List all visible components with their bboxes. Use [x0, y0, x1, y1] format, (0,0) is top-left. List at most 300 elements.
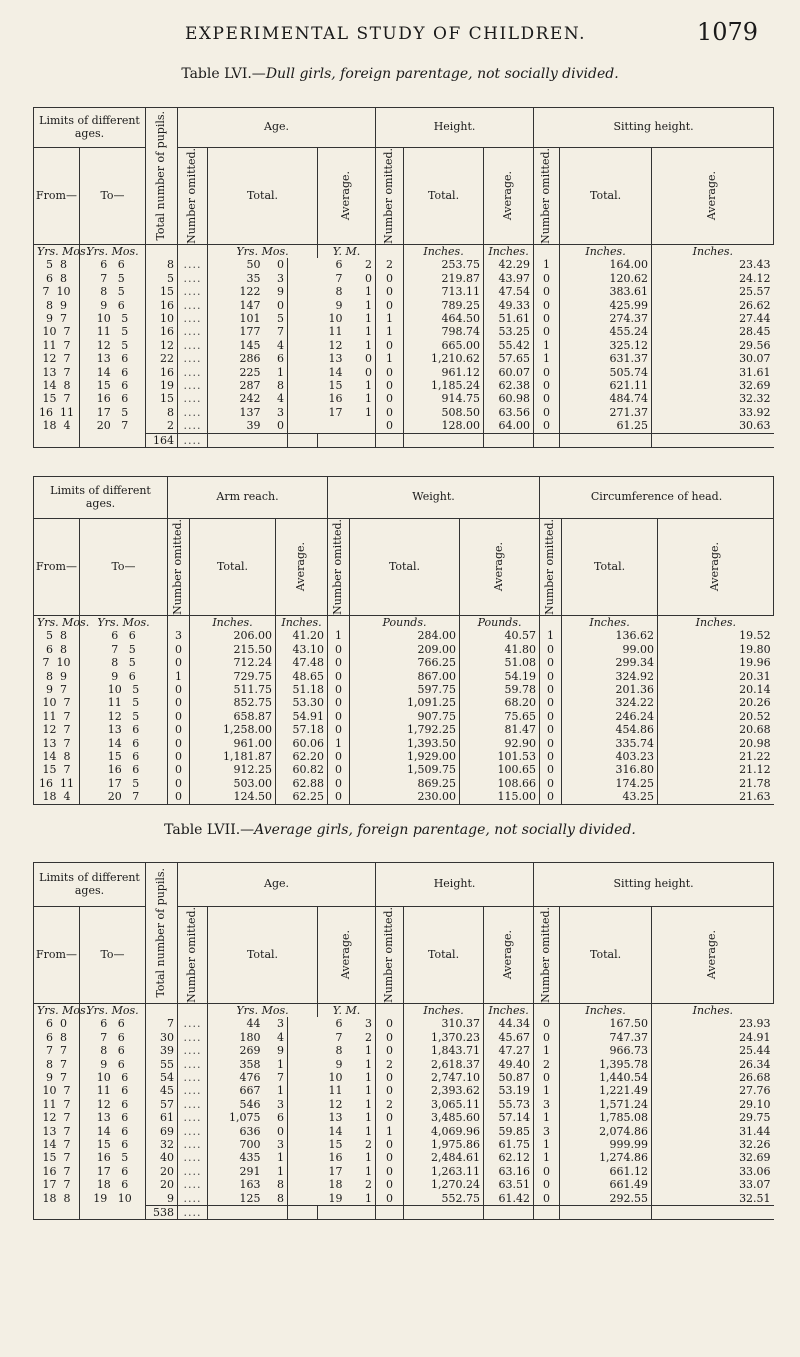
table-cell: 1,370.23: [404, 1031, 484, 1044]
from-months: 11: [60, 776, 74, 790]
table-cell: [534, 433, 560, 447]
table-cell: 0: [168, 656, 190, 669]
table-cell: [404, 433, 484, 447]
leader-dots: ....: [178, 1071, 208, 1084]
from-years: 8: [46, 298, 53, 312]
table-cell: [80, 683, 168, 696]
to-months: 6: [121, 1111, 129, 1125]
to-years: 13: [107, 723, 122, 737]
table-cell: [346, 419, 376, 433]
table-cell: 44.34: [484, 1017, 534, 1030]
table-row: [34, 1098, 774, 1111]
to-months: 6: [121, 1070, 129, 1084]
to-months: 6: [128, 669, 136, 683]
table-cell: 45: [146, 1084, 178, 1097]
table-cell: 1: [534, 1084, 560, 1097]
table-cell: 0: [168, 723, 190, 736]
from-years: 16: [39, 776, 53, 790]
table-cell: 20: [146, 1165, 178, 1178]
from-years: 9: [46, 1070, 53, 1084]
height-omitted-header: Number omitted.: [376, 148, 404, 245]
table-row: [34, 750, 774, 763]
table-cell: 0: [534, 285, 560, 298]
table-cell: 101.53: [460, 750, 540, 763]
table-cell: [288, 392, 318, 405]
table-cell: 8: [335, 285, 343, 299]
table-cell: 0: [328, 710, 350, 723]
table-cell: 57.14: [484, 1111, 534, 1124]
to-years: 11: [107, 696, 122, 710]
table-cell: 26.68: [652, 1071, 774, 1084]
table-cell: 18: [328, 1178, 343, 1192]
table-cell: 10: [146, 312, 178, 325]
table-56-part-a-block: [33, 107, 774, 448]
table-cell: [80, 1044, 146, 1057]
table-cell: [34, 299, 80, 312]
age-average-header-57: Average.: [318, 907, 376, 1004]
table-cell: [34, 629, 80, 642]
table-cell: [288, 1192, 318, 1206]
table-cell: 0: [534, 1178, 560, 1191]
table-row: [34, 723, 774, 736]
table-cell: [264, 433, 288, 447]
table-cell: 7: [146, 1017, 178, 1030]
table-cell: 1: [376, 352, 404, 365]
table-cell: 2: [376, 1098, 404, 1111]
table-56-part-b: [33, 476, 774, 805]
table-cell: 3: [277, 1017, 284, 1031]
table-row: [34, 339, 774, 352]
table-cell: 867.00: [350, 670, 460, 683]
table-cell: 2,393.62: [404, 1084, 484, 1097]
table-cell: 26.34: [652, 1058, 774, 1071]
table-cell: [376, 1206, 404, 1220]
table-cell: 0: [277, 298, 284, 312]
table-cell: 32.69: [652, 1151, 774, 1164]
table-cell: [34, 1192, 80, 1206]
table-cell: [318, 419, 346, 433]
table-cell: [34, 272, 80, 285]
from-years: 5: [46, 629, 53, 643]
from-months: 7: [63, 338, 71, 352]
table-cell: 0: [540, 656, 562, 669]
table-cell: 16: [328, 1151, 343, 1165]
to-years: 9: [100, 1057, 108, 1071]
table-cell: 17: [328, 405, 343, 419]
table-cell: [318, 1206, 346, 1220]
table-cell: 0: [168, 790, 190, 804]
table-cell: 712.24: [190, 656, 276, 669]
table-cell: 0: [534, 1192, 560, 1206]
table-cell: [80, 1071, 146, 1084]
table-cell: 24.12: [652, 272, 774, 285]
table-cell: 100.65: [460, 763, 540, 776]
sitting-height-header: Sitting height.: [534, 108, 774, 148]
table-cell: 2: [365, 258, 373, 272]
table-cell: 4: [277, 1030, 284, 1044]
table-cell: [208, 433, 264, 447]
table-cell: 508.50: [404, 406, 484, 419]
to-months: 5: [132, 696, 140, 710]
table-cell: 39: [208, 419, 264, 433]
table-cell: 33.07: [652, 1178, 774, 1191]
table-cell: [264, 1206, 288, 1220]
from-years: 17: [42, 1178, 57, 1192]
table-cell: 435: [208, 1151, 264, 1164]
table-cell: 0: [168, 763, 190, 776]
table-cell: 269: [208, 1044, 264, 1057]
from-years: 14: [42, 749, 57, 763]
table-cell: [80, 406, 146, 419]
table-cell: 912.25: [190, 763, 276, 776]
to-years: 10: [96, 1070, 111, 1084]
from-years: 9: [46, 311, 53, 325]
table-cell: 1: [376, 312, 404, 325]
table-cell: 1: [365, 1044, 373, 1058]
leader-dots: ....: [178, 1178, 208, 1191]
table-cell: 1: [365, 1097, 373, 1111]
table-cell: 35: [208, 272, 264, 285]
to-years: 7: [100, 1030, 108, 1044]
to-months: 6: [128, 629, 136, 643]
table-cell: 32.32: [652, 392, 774, 405]
table-cell: 19.80: [658, 643, 774, 656]
table-cell: 69: [146, 1125, 178, 1138]
table-cell: 1: [365, 325, 373, 339]
table-cell: 454.86: [562, 723, 658, 736]
table-cell: 4: [277, 392, 284, 406]
table-cell: 48.65: [276, 670, 328, 683]
table-cell: 177: [208, 325, 264, 338]
table-cell: [34, 777, 80, 790]
age-omitted-header-57: Number omitted.: [178, 907, 208, 1004]
table-cell: [80, 1125, 146, 1138]
table-cell: 12: [328, 338, 343, 352]
table-cell: [484, 1206, 534, 1220]
table-cell: 1,263.11: [404, 1165, 484, 1178]
caption-title: Average girls, foreign parentage, not socially divided.: [254, 822, 636, 838]
from-years: 12: [42, 352, 57, 366]
from-months: 7: [63, 1137, 71, 1151]
table-cell: [80, 670, 168, 683]
table-cell: 0: [376, 1031, 404, 1044]
table-cell: 0: [376, 339, 404, 352]
table-cell: 55.73: [484, 1098, 534, 1111]
table-cell: [652, 433, 774, 447]
table-cell: [34, 352, 80, 365]
table-cell: 1: [376, 1125, 404, 1138]
from-years: 9: [46, 682, 53, 696]
table-cell: [34, 710, 80, 723]
table-cell: 20.52: [658, 710, 774, 723]
table-cell: 1,185.24: [404, 379, 484, 392]
table-cell: 10: [328, 1070, 343, 1084]
circ-omitted-header: Number omitted.: [540, 519, 562, 616]
table-cell: 24.91: [652, 1031, 774, 1044]
to-years: 10: [107, 682, 122, 696]
table-row: [34, 629, 774, 642]
table-cell: 0: [168, 777, 190, 790]
from-years: 6: [46, 271, 53, 285]
table-cell: 1: [365, 1151, 373, 1165]
table-cell: 0: [540, 737, 562, 750]
table-cell: 2,074.86: [560, 1125, 652, 1138]
table-cell: 505.74: [560, 366, 652, 379]
from-years: 15: [42, 1151, 57, 1165]
table-cell: 13: [328, 352, 343, 366]
table-cell: 0: [534, 1071, 560, 1084]
table-cell: 546: [208, 1098, 264, 1111]
table-cell: 25.44: [652, 1044, 774, 1057]
table-cell: 20.14: [658, 683, 774, 696]
table-cell: 0: [168, 683, 190, 696]
table-cell: 274.37: [560, 312, 652, 325]
sitting-height-header-57: Sitting height.: [534, 863, 774, 907]
table-cell: 1: [365, 1111, 373, 1125]
to-months: 5: [121, 311, 129, 325]
table-cell: 1: [365, 1164, 373, 1178]
table-cell: [34, 723, 80, 736]
table-cell: [318, 433, 346, 447]
table-cell: 0: [534, 272, 560, 285]
table-cell: 0: [168, 643, 190, 656]
table-cell: [288, 406, 318, 419]
table-cell: 2: [376, 258, 404, 271]
table-cell: 1: [365, 392, 373, 406]
from-months: 7: [60, 1057, 67, 1071]
table-cell: 1: [365, 378, 373, 392]
to-years: 14: [96, 1124, 111, 1138]
table-cell: [80, 723, 168, 736]
to-years: 9: [111, 669, 119, 683]
table-row: [34, 1031, 774, 1044]
table-cell: 5: [146, 272, 178, 285]
table-cell: 8: [146, 258, 178, 271]
table-cell: 1: [534, 1111, 560, 1124]
table-cell: 6: [335, 258, 343, 272]
table-cell: [80, 763, 168, 776]
table-cell: 0: [534, 419, 560, 433]
table-cell: 0: [376, 1138, 404, 1151]
to-months: 6: [117, 258, 125, 272]
to-years: 6: [111, 629, 119, 643]
table-row: [34, 696, 774, 709]
to-years: 14: [107, 736, 122, 750]
to-years: 7: [100, 271, 108, 285]
table-cell: 41.20: [276, 629, 328, 642]
table-cell: 19.96: [658, 656, 774, 669]
leader-dots: ....: [178, 325, 208, 338]
table-cell: 8: [277, 1191, 284, 1205]
leader-dots: ....: [178, 1138, 208, 1151]
sitting-omitted-header-57: Number omitted.: [534, 907, 560, 1004]
table-cell: [34, 433, 80, 447]
age-total-header-57: Total.: [208, 907, 318, 1004]
table-cell: [80, 710, 168, 723]
table-cell: 15: [328, 1137, 343, 1151]
table-cell: 1,210.62: [404, 352, 484, 365]
table-cell: 63.51: [484, 1178, 534, 1191]
table-cell: 62.25: [276, 790, 328, 804]
table-cell: 0: [168, 696, 190, 709]
table-cell: 0: [540, 790, 562, 804]
table-cell: 0: [376, 1178, 404, 1191]
unit-row: Yrs. Mos. Yrs. Mos. Yrs. Mos. Y. M. Inches. Inches. Inches. Inches.: [34, 244, 774, 258]
total-row: [34, 1206, 774, 1220]
table-cell: 47.54: [484, 285, 534, 298]
table-cell: 28.45: [652, 325, 774, 338]
table-cell: 286: [208, 352, 264, 365]
table-cell: 869.25: [350, 777, 460, 790]
table-cell: 7: [335, 271, 343, 285]
to-months: 5: [128, 656, 136, 670]
table-row: [34, 1058, 774, 1071]
table-cell: 0: [534, 312, 560, 325]
table-cell: 0: [540, 710, 562, 723]
table-cell: 53.19: [484, 1084, 534, 1097]
table-cell: 9: [277, 285, 284, 299]
caption-title: Dull girls, foreign parentage, not socially divided.: [265, 66, 619, 82]
table-cell: 766.25: [350, 656, 460, 669]
table-cell: [288, 1017, 318, 1030]
to-months: 6: [117, 1057, 125, 1071]
table-cell: 29.56: [652, 339, 774, 352]
table-cell: 33.92: [652, 406, 774, 419]
from-months: 7: [60, 682, 67, 696]
sitting-total-header-57: Total.: [560, 907, 652, 1004]
table-cell: 17: [328, 1164, 343, 1178]
table-row: [34, 366, 774, 379]
table-cell: 1,571.24: [560, 1098, 652, 1111]
from-months: 7: [63, 1164, 71, 1178]
table-cell: 789.25: [404, 299, 484, 312]
table-cell: [80, 777, 168, 790]
table-cell: 128.00: [404, 419, 484, 433]
table-cell: [34, 1098, 80, 1111]
leader-dots: ....: [178, 1111, 208, 1124]
table-cell: 201.36: [562, 683, 658, 696]
table-cell: 999.99: [560, 1138, 652, 1151]
table-cell: 242: [208, 392, 264, 405]
weight-omitted-header: Number omitted.: [328, 519, 350, 616]
table-cell: 20.68: [658, 723, 774, 736]
table-cell: 1: [365, 405, 373, 419]
table-cell: 51.61: [484, 312, 534, 325]
table-cell: 219.87: [404, 272, 484, 285]
to-years: 19: [93, 1191, 108, 1205]
table-cell: [80, 325, 146, 338]
table-cell: 230.00: [350, 790, 460, 804]
from-years: 5: [46, 258, 53, 272]
table-cell: 3: [365, 1017, 373, 1031]
from-years: 15: [42, 763, 57, 777]
table-cell: [288, 325, 318, 338]
table-cell: 6: [277, 1111, 284, 1125]
table-cell: 658.87: [190, 710, 276, 723]
to-months: 6: [121, 392, 129, 406]
table-cell: 310.37: [404, 1017, 484, 1030]
table-cell: 7: [335, 1030, 343, 1044]
table-cell: 324.92: [562, 670, 658, 683]
from-years: 8: [46, 1057, 53, 1071]
table-cell: 636: [208, 1125, 264, 1138]
weight-total-header: Total.: [350, 519, 460, 616]
table-cell: 0: [376, 285, 404, 298]
table-cell: 31.61: [652, 366, 774, 379]
from-months: 8: [63, 749, 71, 763]
to-months: 5: [121, 325, 129, 339]
circ-average-header: Average.: [658, 519, 774, 616]
table-cell: 2: [365, 1137, 373, 1151]
table-cell: 42.29: [484, 258, 534, 271]
table-cell: 1: [277, 1057, 284, 1071]
table-cell: [80, 1017, 146, 1030]
table-cell: 0: [376, 272, 404, 285]
total-row: [34, 433, 774, 447]
table-56-part-b-block: [33, 476, 774, 805]
table-cell: [80, 643, 168, 656]
table-cell: [34, 1017, 80, 1030]
table-cell: [80, 299, 146, 312]
table-cell: 0: [376, 1017, 404, 1030]
to-header: To—: [80, 148, 146, 245]
table-cell: 476: [208, 1071, 264, 1084]
table-cell: 292.55: [560, 1192, 652, 1206]
table-cell: 23.93: [652, 1017, 774, 1030]
table-cell: 0: [365, 271, 373, 285]
table-cell: [80, 1058, 146, 1071]
table-cell: 0: [540, 696, 562, 709]
table-cell: 2,618.37: [404, 1058, 484, 1071]
age-omitted-header: Number omitted.: [178, 148, 208, 245]
table-cell: [80, 258, 146, 271]
to-years: 12: [107, 709, 122, 723]
table-cell: [80, 1111, 146, 1124]
table-cell: 32.26: [652, 1138, 774, 1151]
table-cell: [34, 643, 80, 656]
leader-dots: ....: [178, 1044, 208, 1057]
from-months: 7: [63, 696, 71, 710]
table-cell: 180: [208, 1031, 264, 1044]
table-cell: 3,065.11: [404, 1098, 484, 1111]
table-cell: 0: [534, 1031, 560, 1044]
to-years: 16: [96, 392, 111, 406]
table-row: [34, 392, 774, 405]
from-months: 7: [60, 311, 67, 325]
from-years: 7: [42, 285, 50, 299]
table-cell: 0: [540, 723, 562, 736]
table-cell: 661.49: [560, 1178, 652, 1191]
table-cell: [288, 285, 318, 298]
table-cell: [34, 258, 80, 271]
table-cell: [34, 683, 80, 696]
from-months: 8: [63, 378, 71, 392]
to-months: 5: [132, 682, 140, 696]
table-cell: 291: [208, 1165, 264, 1178]
table-cell: 50: [208, 258, 264, 271]
height-average-header: Average.: [484, 148, 534, 245]
table-cell: 30.63: [652, 419, 774, 433]
table-row: [34, 643, 774, 656]
leader-dots: ....: [178, 1125, 208, 1138]
table-cell: 0: [534, 299, 560, 312]
table-cell: 1: [277, 365, 284, 379]
table-57-caption: [0, 822, 800, 838]
table-cell: 3: [168, 629, 190, 642]
table-row: [34, 258, 774, 271]
table-cell: 1: [365, 1057, 373, 1071]
to-months: 6: [121, 1124, 129, 1138]
